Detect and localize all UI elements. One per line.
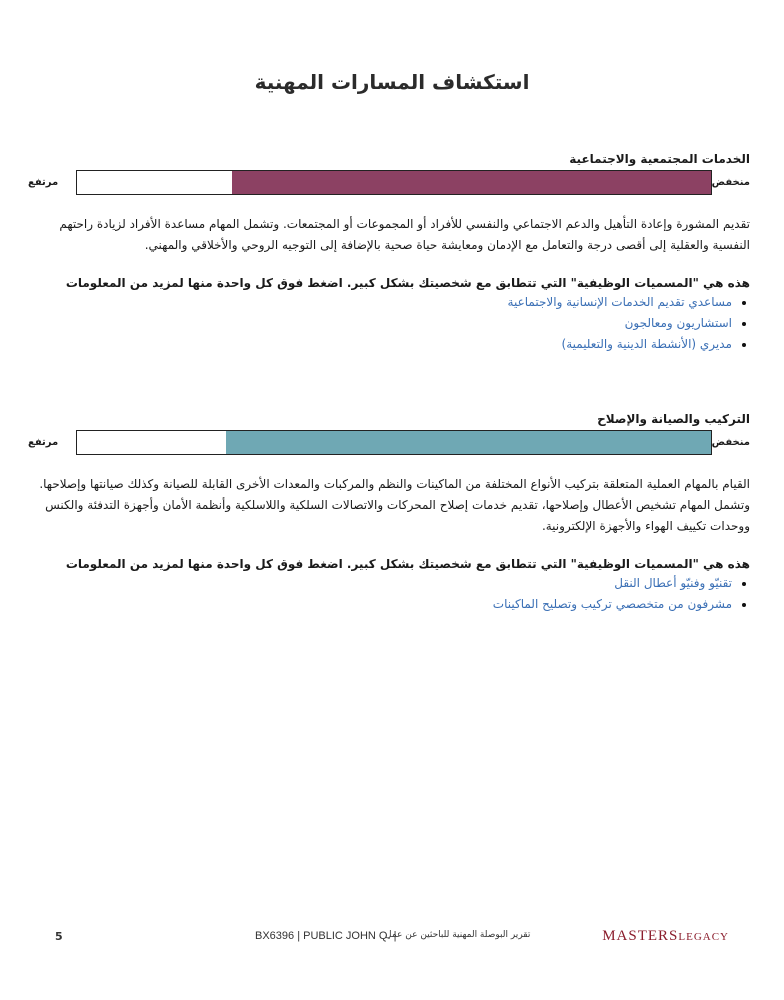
job-title-link[interactable]: • تقنيّو وفنيّو أعطال النقل [28,573,732,594]
job-titles-heading: هذه هي "المسميات الوظيفية" التي تتطابق مع شخصيتك بشكل كبير. اضغط فوق كل واحدة منها لمزيد من المعلومات [65,276,750,290]
logo-sub-text: LEGACY [678,931,729,943]
interest-bar-fill [226,431,711,454]
masters-legacy-logo [602,928,729,945]
career-section-community-social [28,152,750,355]
job-title-link[interactable]: • مشرفون من متخصصي تركيب وتصليح الماكينات [28,594,732,615]
job-title-link[interactable]: • استشاريون ومعالجون [28,313,732,334]
report-id: BX6396 | PUBLIC JOHN Q. | [255,930,397,942]
job-title-link[interactable]: • مديري (الأنشطة الدينية والتعليمية) [28,334,732,355]
scale-low-label: منخفض [711,437,750,448]
interest-scale [28,430,750,458]
page-title: استكشاف المسارات المهنية [254,70,530,94]
page-number: 5 [55,930,63,943]
career-section-installation-maintenance [28,412,750,615]
section-title: التركيب والصيانة والإصلاح [597,412,750,426]
interest-scale [28,170,750,198]
scale-high-label: مرتفع [28,177,59,188]
scale-high-label: مرتفع [28,437,59,448]
interest-bar-fill [232,171,711,194]
interest-bar [76,170,712,195]
section-description: القيام بالمهام العملية المتعلقة بتركيب الأنواع المختلفة من الماكينات والنظم والمركبات والمعدات الأخرى القابلة للصيانة وكذلك صيانتها وإصلاحها. وتشمل المهام تشخيص الأعطال وإصلاحها، تقديم خدمات إصلاح المحركات والاتصالات السلكية واللاسلكية وأنظمة الأمان وأجهزة التدفئة والكنس ووحدات تكييف الهواء والأجهزة الإلكترونية. [39,477,750,533]
section-title: الخدمات المجتمعية والاجتماعية [569,152,750,166]
section-description: تقديم المشورة وإعادة التأهيل والدعم الاجتماعي والنفسي للأفراد أو المجموعات أو المجتمعات. وتشمل المهام مساعدة الأفراد لزيادة راحتهم النفسية والعقلية إلى أقصى درجة والتعامل مع الإدمان ومعايشة حياة صحية بالإضافة إلى التوجيه الروحي والأخلاقي والمهني. [59,217,750,252]
logo-main-text: MASTERS [602,928,679,944]
interest-bar [76,430,712,455]
report-name: تقرير البوصلة المهنية للباحثين عن عمل [385,930,531,940]
job-title-list [28,573,750,615]
job-title-link[interactable]: • مساعدي تقديم الخدمات الإنسانية والاجتماعية [28,292,732,313]
scale-low-label: منخفض [711,177,750,188]
job-title-list [28,292,750,355]
page-footer [55,928,729,948]
job-titles-heading: هذه هي "المسميات الوظيفية" التي تتطابق مع شخصيتك بشكل كبير. اضغط فوق كل واحدة منها لمزيد من المعلومات [65,557,750,571]
